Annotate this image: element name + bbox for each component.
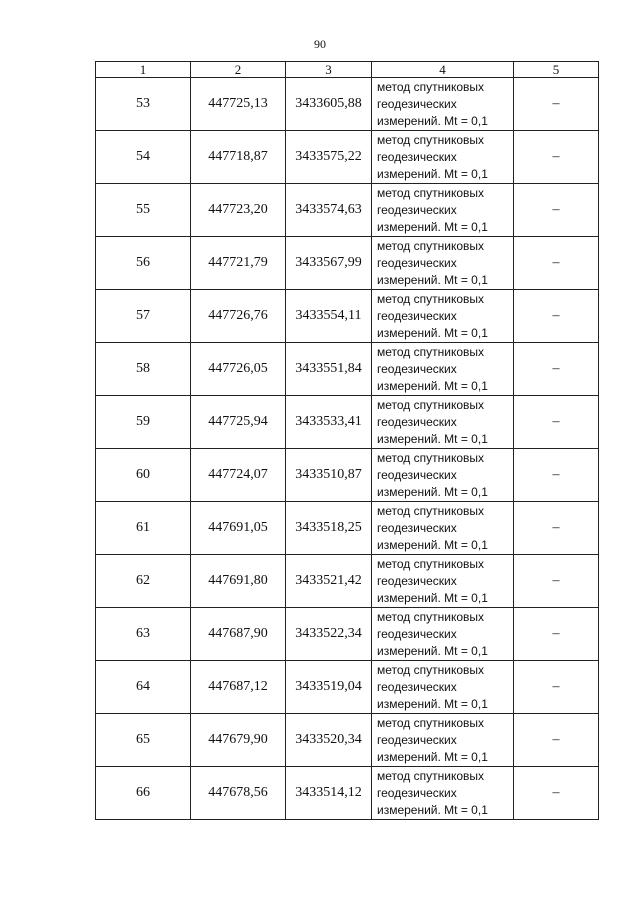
point-number-cell: 58 <box>96 343 191 396</box>
table-row <box>96 502 599 555</box>
method-line: геодезических <box>377 255 457 270</box>
point-number-cell: 59 <box>96 396 191 449</box>
point-number-cell: 60 <box>96 449 191 502</box>
y-coordinate-cell: 3433522,34 <box>286 608 372 661</box>
method-line: метод спутниковых <box>377 132 485 147</box>
table-row <box>96 767 599 820</box>
method-cell <box>372 343 514 396</box>
column-5-cell: – <box>514 555 599 608</box>
method-line: геодезических <box>377 361 457 376</box>
header-col-3: 3 <box>286 62 372 78</box>
method-line: измерений. Mt = 0,1 <box>377 272 488 287</box>
y-coordinate-cell: 3433514,12 <box>286 767 372 820</box>
method-line: измерений. Mt = 0,1 <box>377 113 488 128</box>
method-cell <box>372 184 514 237</box>
table-row <box>96 78 599 131</box>
header-col-5: 5 <box>514 62 599 78</box>
method-line: метод спутниковых <box>377 609 485 624</box>
x-coordinate-cell: 447687,90 <box>191 608 286 661</box>
table-row <box>96 237 599 290</box>
method-line: измерений. Mt = 0,1 <box>377 431 488 446</box>
column-5-cell: – <box>514 502 599 555</box>
column-5-cell: – <box>514 714 599 767</box>
y-coordinate-cell: 3433551,84 <box>286 343 372 396</box>
column-5-cell: – <box>514 396 599 449</box>
point-number-cell: 64 <box>96 661 191 714</box>
column-5-cell: – <box>514 237 599 290</box>
point-number-cell: 65 <box>96 714 191 767</box>
table-body <box>96 78 599 820</box>
point-number-cell: 62 <box>96 555 191 608</box>
method-cell <box>372 237 514 290</box>
column-5-cell: – <box>514 78 599 131</box>
method-line: метод спутниковых <box>377 238 485 253</box>
y-coordinate-cell: 3433510,87 <box>286 449 372 502</box>
method-line: измерений. Mt = 0,1 <box>377 802 488 817</box>
x-coordinate-cell: 447687,12 <box>191 661 286 714</box>
y-coordinate-cell: 3433605,88 <box>286 78 372 131</box>
method-line: геодезических <box>377 149 457 164</box>
method-cell <box>372 290 514 343</box>
method-line: измерений. Mt = 0,1 <box>377 166 488 181</box>
method-line: геодезических <box>377 573 457 588</box>
method-line: метод спутниковых <box>377 185 485 200</box>
method-cell <box>372 396 514 449</box>
method-cell <box>372 767 514 820</box>
x-coordinate-cell: 447678,56 <box>191 767 286 820</box>
column-5-cell: – <box>514 290 599 343</box>
point-number-cell: 53 <box>96 78 191 131</box>
x-coordinate-cell: 447726,76 <box>191 290 286 343</box>
method-cell <box>372 714 514 767</box>
table-row <box>96 608 599 661</box>
x-coordinate-cell: 447725,13 <box>191 78 286 131</box>
method-cell <box>372 78 514 131</box>
point-number-cell: 66 <box>96 767 191 820</box>
method-line: геодезических <box>377 679 457 694</box>
column-5-cell: – <box>514 608 599 661</box>
y-coordinate-cell: 3433521,42 <box>286 555 372 608</box>
header-col-4: 4 <box>372 62 514 78</box>
method-line: геодезических <box>377 785 457 800</box>
method-line: метод спутниковых <box>377 397 485 412</box>
x-coordinate-cell: 447725,94 <box>191 396 286 449</box>
method-cell <box>372 131 514 184</box>
x-coordinate-cell: 447691,05 <box>191 502 286 555</box>
y-coordinate-cell: 3433520,34 <box>286 714 372 767</box>
column-5-cell: – <box>514 449 599 502</box>
x-coordinate-cell: 447679,90 <box>191 714 286 767</box>
table-row <box>96 343 599 396</box>
method-cell <box>372 502 514 555</box>
table-row <box>96 714 599 767</box>
column-5-cell: – <box>514 343 599 396</box>
y-coordinate-cell: 3433567,99 <box>286 237 372 290</box>
method-line: метод спутниковых <box>377 291 485 306</box>
column-5-cell: – <box>514 661 599 714</box>
method-line: геодезических <box>377 467 457 482</box>
method-line: геодезических <box>377 308 457 323</box>
x-coordinate-cell: 447691,80 <box>191 555 286 608</box>
x-coordinate-cell: 447723,20 <box>191 184 286 237</box>
point-number-cell: 61 <box>96 502 191 555</box>
method-line: метод спутниковых <box>377 556 485 571</box>
method-cell <box>372 608 514 661</box>
column-5-cell: – <box>514 184 599 237</box>
method-line: геодезических <box>377 202 457 217</box>
method-line: метод спутниковых <box>377 768 485 783</box>
method-line: измерений. Mt = 0,1 <box>377 537 488 552</box>
method-line: геодезических <box>377 520 457 535</box>
method-line: измерений. Mt = 0,1 <box>377 590 488 605</box>
method-line: измерений. Mt = 0,1 <box>377 219 488 234</box>
method-line: измерений. Mt = 0,1 <box>377 378 488 393</box>
method-line: измерений. Mt = 0,1 <box>377 749 488 764</box>
method-line: метод спутниковых <box>377 79 485 94</box>
point-number-cell: 56 <box>96 237 191 290</box>
y-coordinate-cell: 3433533,41 <box>286 396 372 449</box>
page-number: 90 <box>314 37 326 51</box>
method-line: геодезических <box>377 96 457 111</box>
method-line: измерений. Mt = 0,1 <box>377 696 488 711</box>
y-coordinate-cell: 3433519,04 <box>286 661 372 714</box>
method-line: метод спутниковых <box>377 662 485 677</box>
method-line: метод спутниковых <box>377 450 485 465</box>
method-cell <box>372 555 514 608</box>
method-line: метод спутниковых <box>377 503 485 518</box>
table-row <box>96 290 599 343</box>
header-col-2: 2 <box>191 62 286 78</box>
method-line: геодезических <box>377 414 457 429</box>
y-coordinate-cell: 3433575,22 <box>286 131 372 184</box>
table-row <box>96 449 599 502</box>
method-line: геодезических <box>377 626 457 641</box>
table-row <box>96 661 599 714</box>
method-line: измерений. Mt = 0,1 <box>377 643 488 658</box>
table-row <box>96 131 599 184</box>
method-line: геодезических <box>377 732 457 747</box>
method-cell <box>372 661 514 714</box>
point-number-cell: 63 <box>96 608 191 661</box>
coordinates-table <box>95 61 599 820</box>
method-line: метод спутниковых <box>377 715 485 730</box>
method-line: измерений. Mt = 0,1 <box>377 484 488 499</box>
point-number-cell: 55 <box>96 184 191 237</box>
y-coordinate-cell: 3433554,11 <box>286 290 372 343</box>
method-line: метод спутниковых <box>377 344 485 359</box>
x-coordinate-cell: 447721,79 <box>191 237 286 290</box>
point-number-cell: 57 <box>96 290 191 343</box>
y-coordinate-cell: 3433518,25 <box>286 502 372 555</box>
column-5-cell: – <box>514 131 599 184</box>
x-coordinate-cell: 447718,87 <box>191 131 286 184</box>
column-5-cell: – <box>514 767 599 820</box>
x-coordinate-cell: 447724,07 <box>191 449 286 502</box>
method-cell <box>372 449 514 502</box>
method-line: измерений. Mt = 0,1 <box>377 325 488 340</box>
x-coordinate-cell: 447726,05 <box>191 343 286 396</box>
header-col-1: 1 <box>96 62 191 78</box>
table-row <box>96 555 599 608</box>
table-row <box>96 184 599 237</box>
y-coordinate-cell: 3433574,63 <box>286 184 372 237</box>
table-row <box>96 396 599 449</box>
point-number-cell: 54 <box>96 131 191 184</box>
table-header-row <box>96 62 599 78</box>
